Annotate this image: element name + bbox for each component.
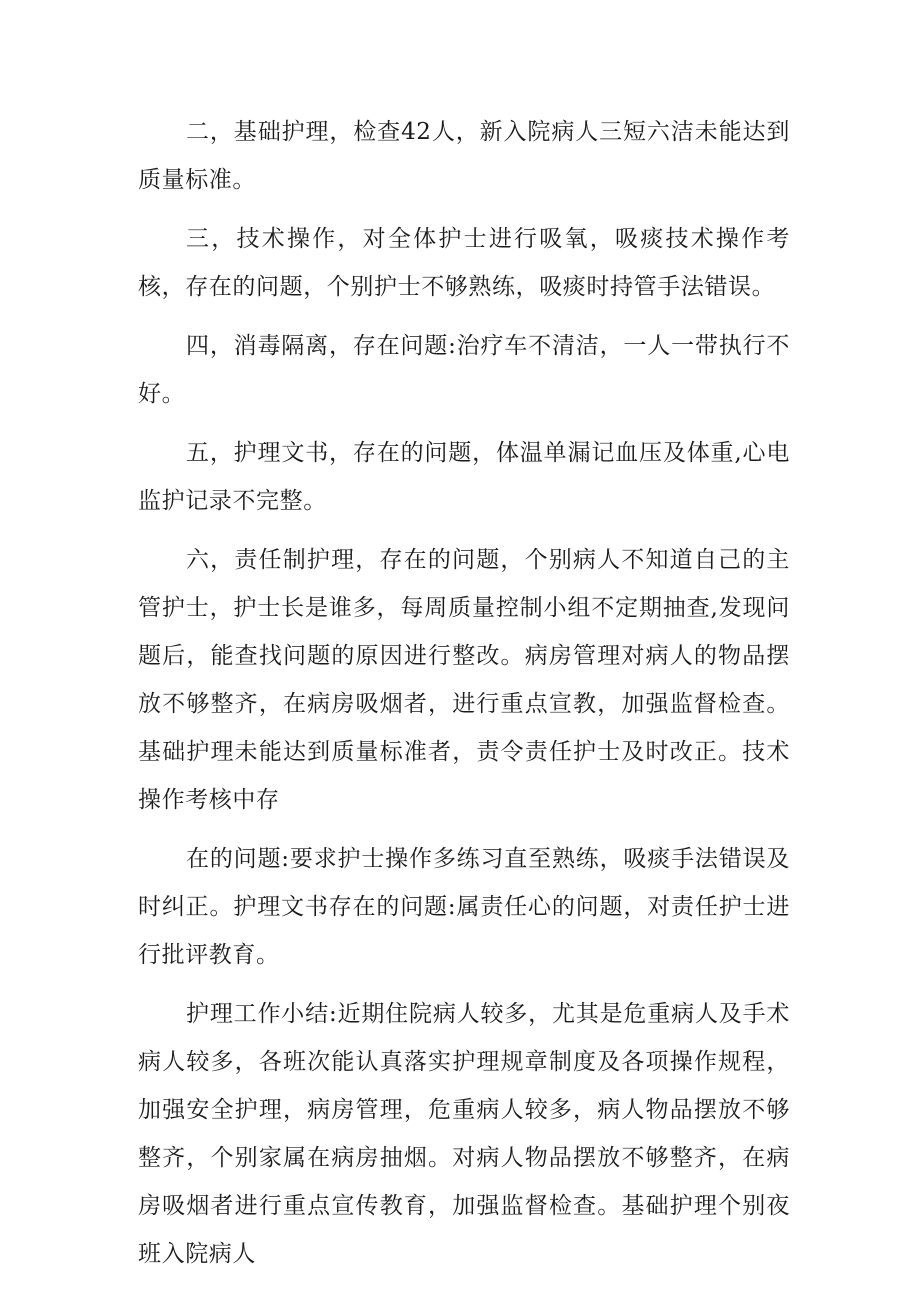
paragraph-nursing-summary: 护理工作小结:近期住院病人较多，尤其是危重病人及手术病人较多，各班次能认真落实护理规章制度及各项操作规程，加强安全护理，病房管理，危重病人较多，病人物品摆放不够整齐，个别家属在病房抽烟。对病人物品摆放不够整齐，在病房吸烟者进行重点宣传教育，加强监督检查。基础护理个别夜班入院病人 (138, 1001, 790, 1267)
paragraph-basic-nursing: 二，基础护理，检查42人，新入院病人三短六洁未能达到质量标准。 (138, 119, 790, 193)
paragraph-nursing-documents: 五，护理文书，存在的问题，体温单漏记血压及体重,心电监护记录不完整。 (138, 440, 790, 514)
paragraph-disinfection-isolation: 四，消毒隔离，存在问题:治疗车不清洁，一人一带执行不好。 (138, 333, 790, 407)
document-body (138, 108, 790, 1289)
paragraph-technical-operation: 三，技术操作，对全体护士进行吸氧，吸痰技术操作考核，存在的问题，个别护士不够熟练，吸痰时持管手法错误。 (138, 226, 790, 300)
paragraph-problems-continued: 在的问题:要求护士操作多练习直至熟练，吸痰手法错误及时纠正。护理文书存在的问题:属责任心的问题，对责任护士进行批评教育。 (138, 846, 790, 968)
paragraph-responsibility-nursing: 六，责任制护理，存在的问题，个别病人不知道自己的主管护士，护士长是谁多，每周质量控制小组不定期抽查,发现问题后，能查找问题的原因进行整改。病房管理对病人的物品摆放不够整齐，在病房吸烟者，进行重点宣教，加强监督检查。基础护理未能达到质量标准者，责令责任护士及时改正。技术操作考核中存 (138, 547, 790, 813)
